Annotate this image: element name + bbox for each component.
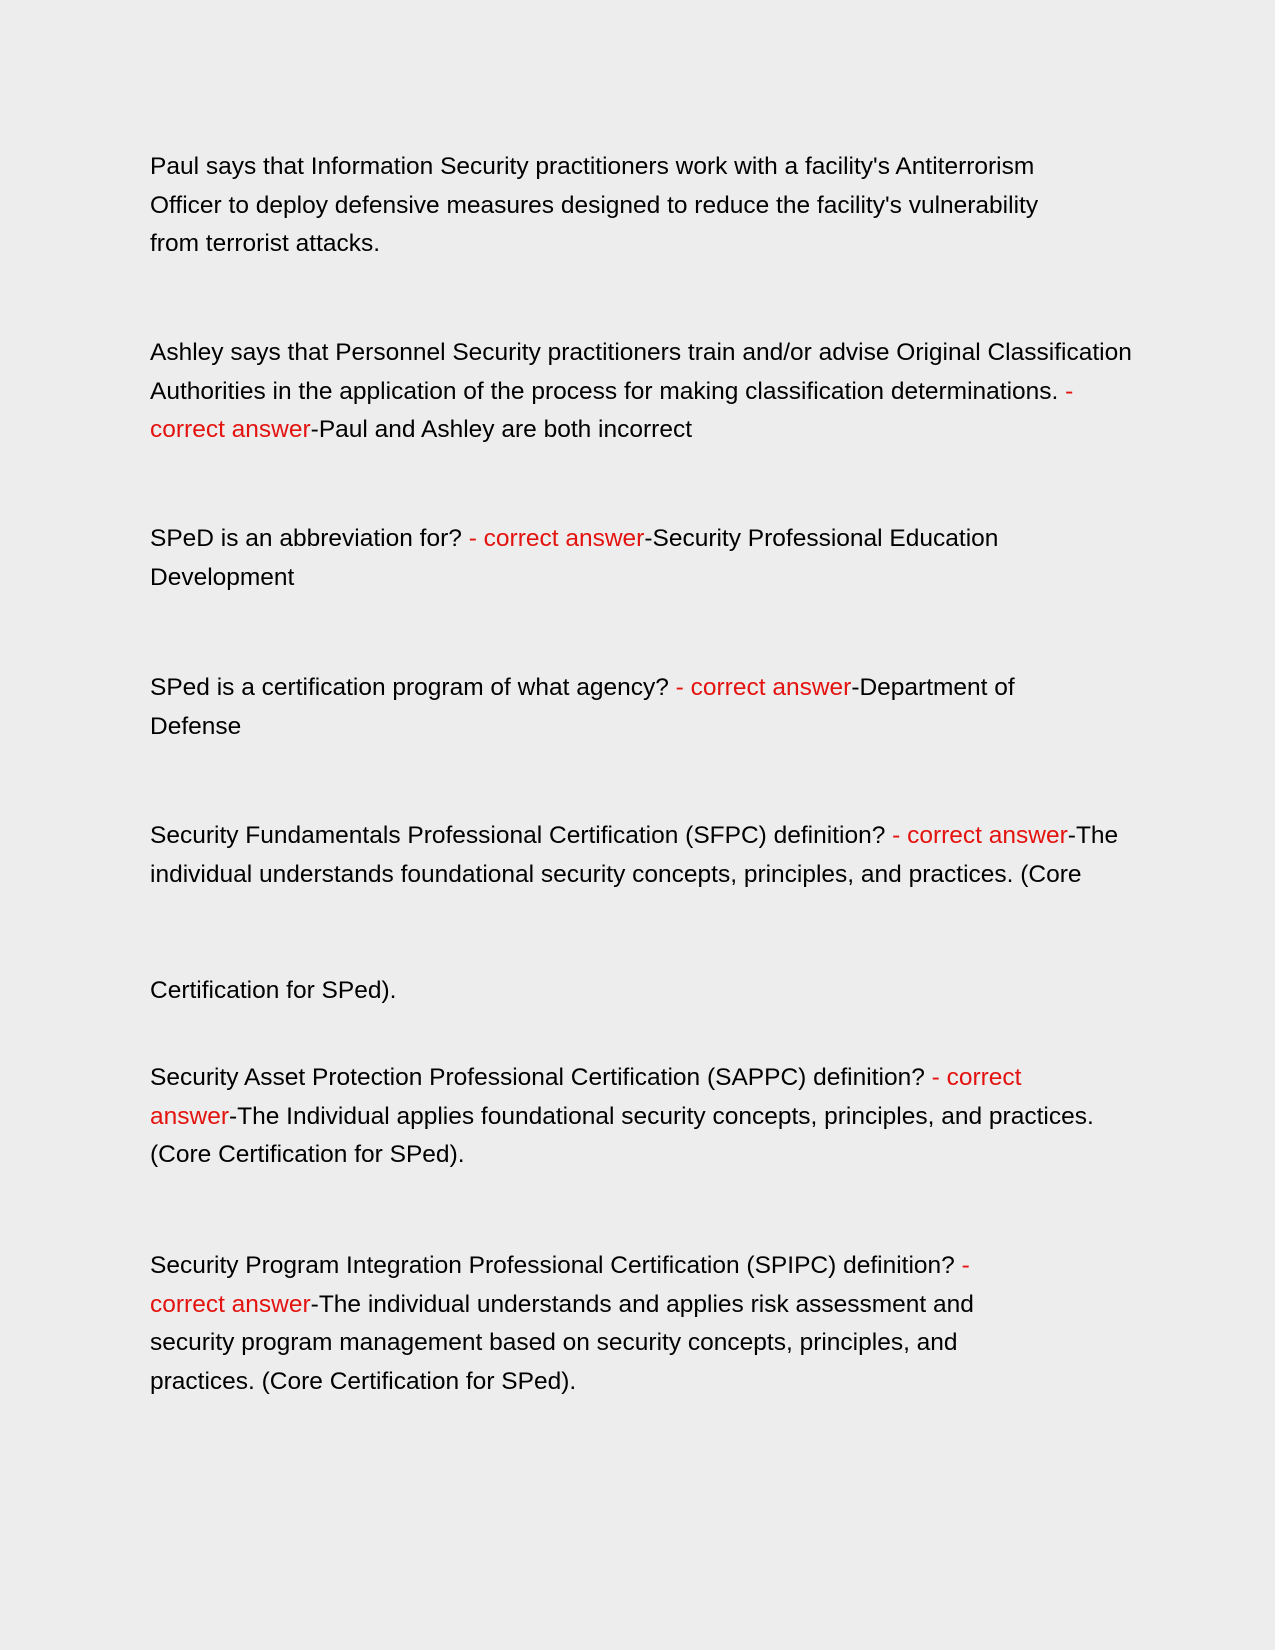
question-text: Security Asset Protection Professional Certification (SAPPC) definition? — [150, 1064, 932, 1091]
correct-answer-marker: - correct answer — [150, 1252, 970, 1318]
answer-text: -Security Professional Education Development — [150, 525, 999, 591]
question-text: Security Program Integration Professional Certification (SPIPC) definition? — [150, 1252, 962, 1279]
correct-answer-marker: - correct answer — [675, 674, 852, 701]
continuation-text: Certification for SPed). — [150, 977, 397, 1004]
question-text: SPeD is an abbreviation for? — [150, 525, 469, 552]
answer-text: -The Individual applies foundational security concepts, principles, and practices. (Core Certification for SPed). — [150, 1102, 1094, 1168]
question-text: SPed is a certification program of what agency? — [150, 674, 676, 701]
qa-item-6 — [150, 1247, 1050, 1401]
question-text: Security Fundamentals Professional Certification (SFPC) definition? — [150, 822, 893, 849]
qa-item-2 — [150, 520, 1090, 597]
answer-text: -Department of Defense — [150, 674, 1015, 740]
correct-answer-marker: - correct answer — [150, 1064, 1022, 1130]
correct-answer-marker: - correct answer — [150, 377, 1074, 443]
paragraph-1 — [150, 148, 1050, 264]
paragraph-text: Paul says that Information Security practitioners work with a facility's Antiterrorism Officer to deploy defensive measures designed to reduce the facility's vulnerability from terrorist attacks. — [150, 153, 1039, 257]
answer-text: -The individual understands and applies risk assessment and security program management based on security concepts, principles, and practices. (Core Certification for SPed). — [150, 1290, 974, 1395]
qa-item-4 — [150, 817, 1150, 894]
answer-text: -Paul and Ashley are both incorrect — [310, 416, 693, 443]
qa-item-1 — [150, 334, 1150, 450]
correct-answer-marker: - correct answer — [468, 525, 645, 552]
qa-item-3 — [150, 669, 1110, 746]
question-text: Ashley says that Personnel Security practitioners train and/or advise Original Classification Authorities in the application of the process for making classification determinations. — [150, 339, 1132, 405]
correct-answer-marker: - correct answer — [892, 822, 1068, 849]
answer-text: -The individual understands foundational security concepts, principles, and practices. (Core — [150, 822, 1119, 888]
qa-item-5 — [150, 1059, 1110, 1175]
qa-item-4-continuation — [150, 972, 1150, 1011]
